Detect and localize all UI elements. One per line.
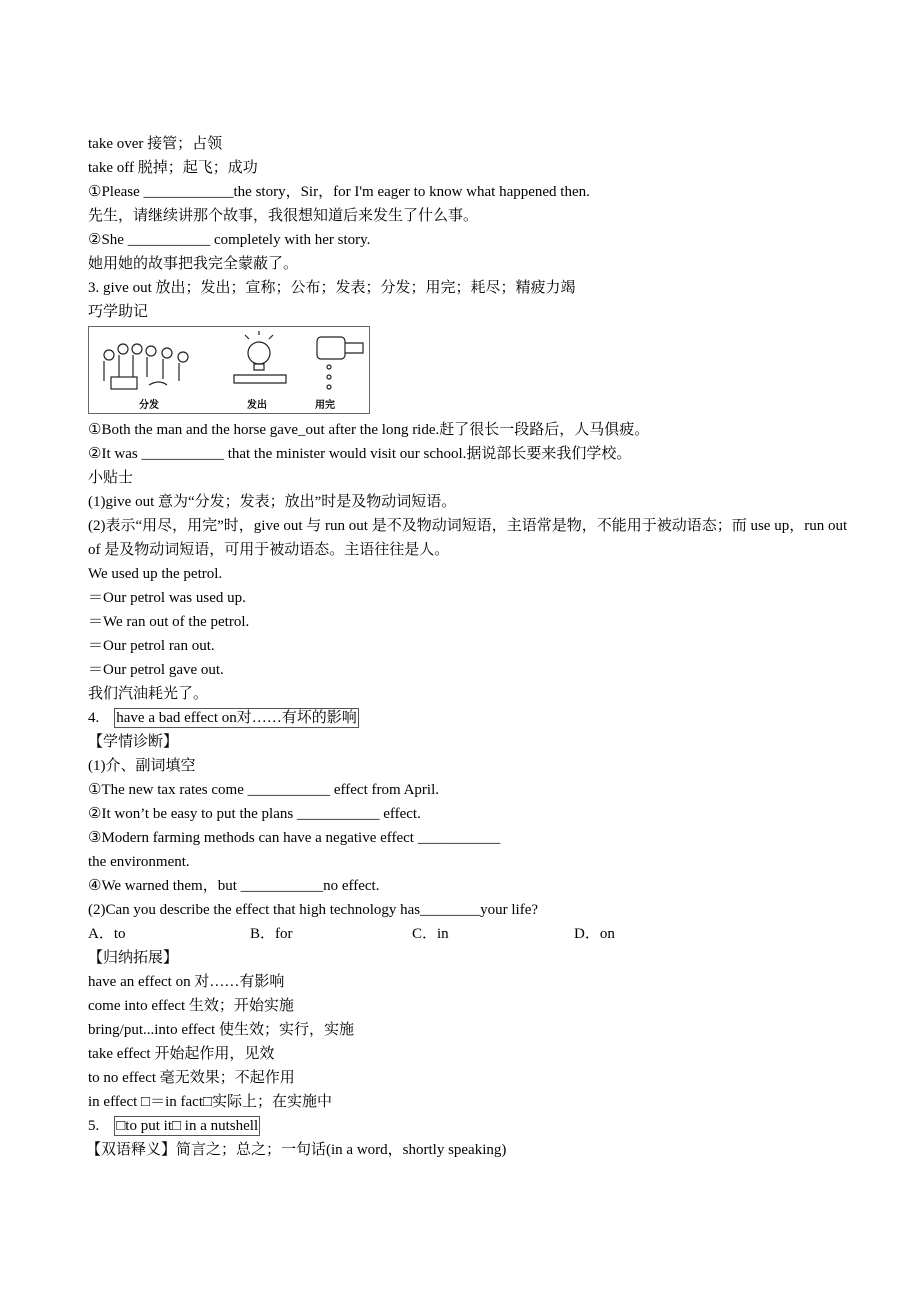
text-line: bring/put...into effect 使生效；实行，实施 [88,1022,354,1038]
option-d: D．on [574,926,615,942]
text-line: ④We warned them，but ___________no effect. [88,878,380,894]
text-line: We used up the petrol. [88,566,223,582]
text-line: 【归纳拓展】 [88,950,179,966]
text-line: ＝Our petrol gave out. [88,662,224,678]
text-line: have an effect on 对……有影响 [88,974,285,990]
text-line: ①Both the man and the horse gave_out after the long ride.赶了很长一段路后，人马俱疲。 [88,422,650,438]
option-b: B．for [250,926,293,942]
caption-use-up: 用完 [315,400,335,411]
text-line: to no effect 毫无效果；不起作用 [88,1070,295,1086]
document-body [88,132,848,1162]
item-number: 5. [88,1118,100,1134]
mnemonic-figure [88,326,370,414]
text-line: (1)give out 意为“分发；发表；放出”时是及物动词短语。 [88,494,457,510]
text-line: ②She ___________ completely with her story. [88,232,371,248]
text-line: 【学情诊断】 [88,734,179,750]
boxed-phrase: □to put it□ in a nutshell [116,1118,259,1134]
text-line: 小贴士 [88,470,134,486]
text-line: 先生，请继续讲那个故事，我很想知道后来发生了什么事。 [88,208,479,224]
boxed-phrase: have a bad effect on对……有坏的影响 [116,710,357,726]
option-a: A．to [88,926,126,942]
text-line: (2)Can you describe the effect that high technology has________your life? [88,902,539,918]
text-line: the environment. [88,854,190,870]
answer-options [88,922,848,946]
text-line: ③Modern farming methods can have a negative effect ___________ [88,830,501,846]
text-line: take effect 开始起作用，见效 [88,1046,275,1062]
text-line: take over 接管；占领 [88,136,223,152]
bilingual-definition: 【双语释义】简言之；总之；一句话(in a word，shortly speaking) [86,1142,507,1158]
caption-distribute: 分发 [139,400,159,411]
text-line: 巧学助记 [88,304,149,320]
text-line: ＝Our petrol ran out. [88,638,215,654]
text-line: 3. give out 放出；发出；宣称；公布；发表；分发；用完；耗尽；精疲力竭 [88,280,576,296]
text-line: (1)介、副词填空 [88,758,196,774]
note-2: (2)表示“用尽，用完”时，give out 与 run out 是不及物动词短语，主语常是物，不能用于被动语态；而 use up，run out of 是及物动词短语，可用于被动语态。主语往往是人。 [88,518,848,558]
text-line: 我们汽油耗光了。 [88,686,209,702]
text-line: in effect □＝in fact□实际上；在实施中 [88,1094,333,1110]
text-line: come into effect 生效；开始实施 [88,998,294,1014]
text-line: ②It won’t be easy to put the plans ___________ effect. [88,806,421,822]
text-line: 她用她的故事把我完全蒙蔽了。 [88,256,299,272]
text-line: ＝We ran out of the petrol. [88,614,250,630]
item-4-heading [88,706,848,730]
option-c: C．in [412,926,449,942]
text-line: ①Please ____________the story，Sir，for I'm eager to know what happened then. [88,184,590,200]
item-number: 4. [88,710,100,726]
text-line: ①The new tax rates come ___________ effect from April. [88,782,439,798]
text-line: ＝Our petrol was used up. [88,590,246,606]
caption-emit: 发出 [247,400,267,411]
text-line: take off 脱掉；起飞；成功 [88,160,258,176]
item-5-heading [88,1114,848,1138]
text-line: ②It was ___________ that the minister would visit our school.据说部长要来我们学校。 [88,446,632,462]
